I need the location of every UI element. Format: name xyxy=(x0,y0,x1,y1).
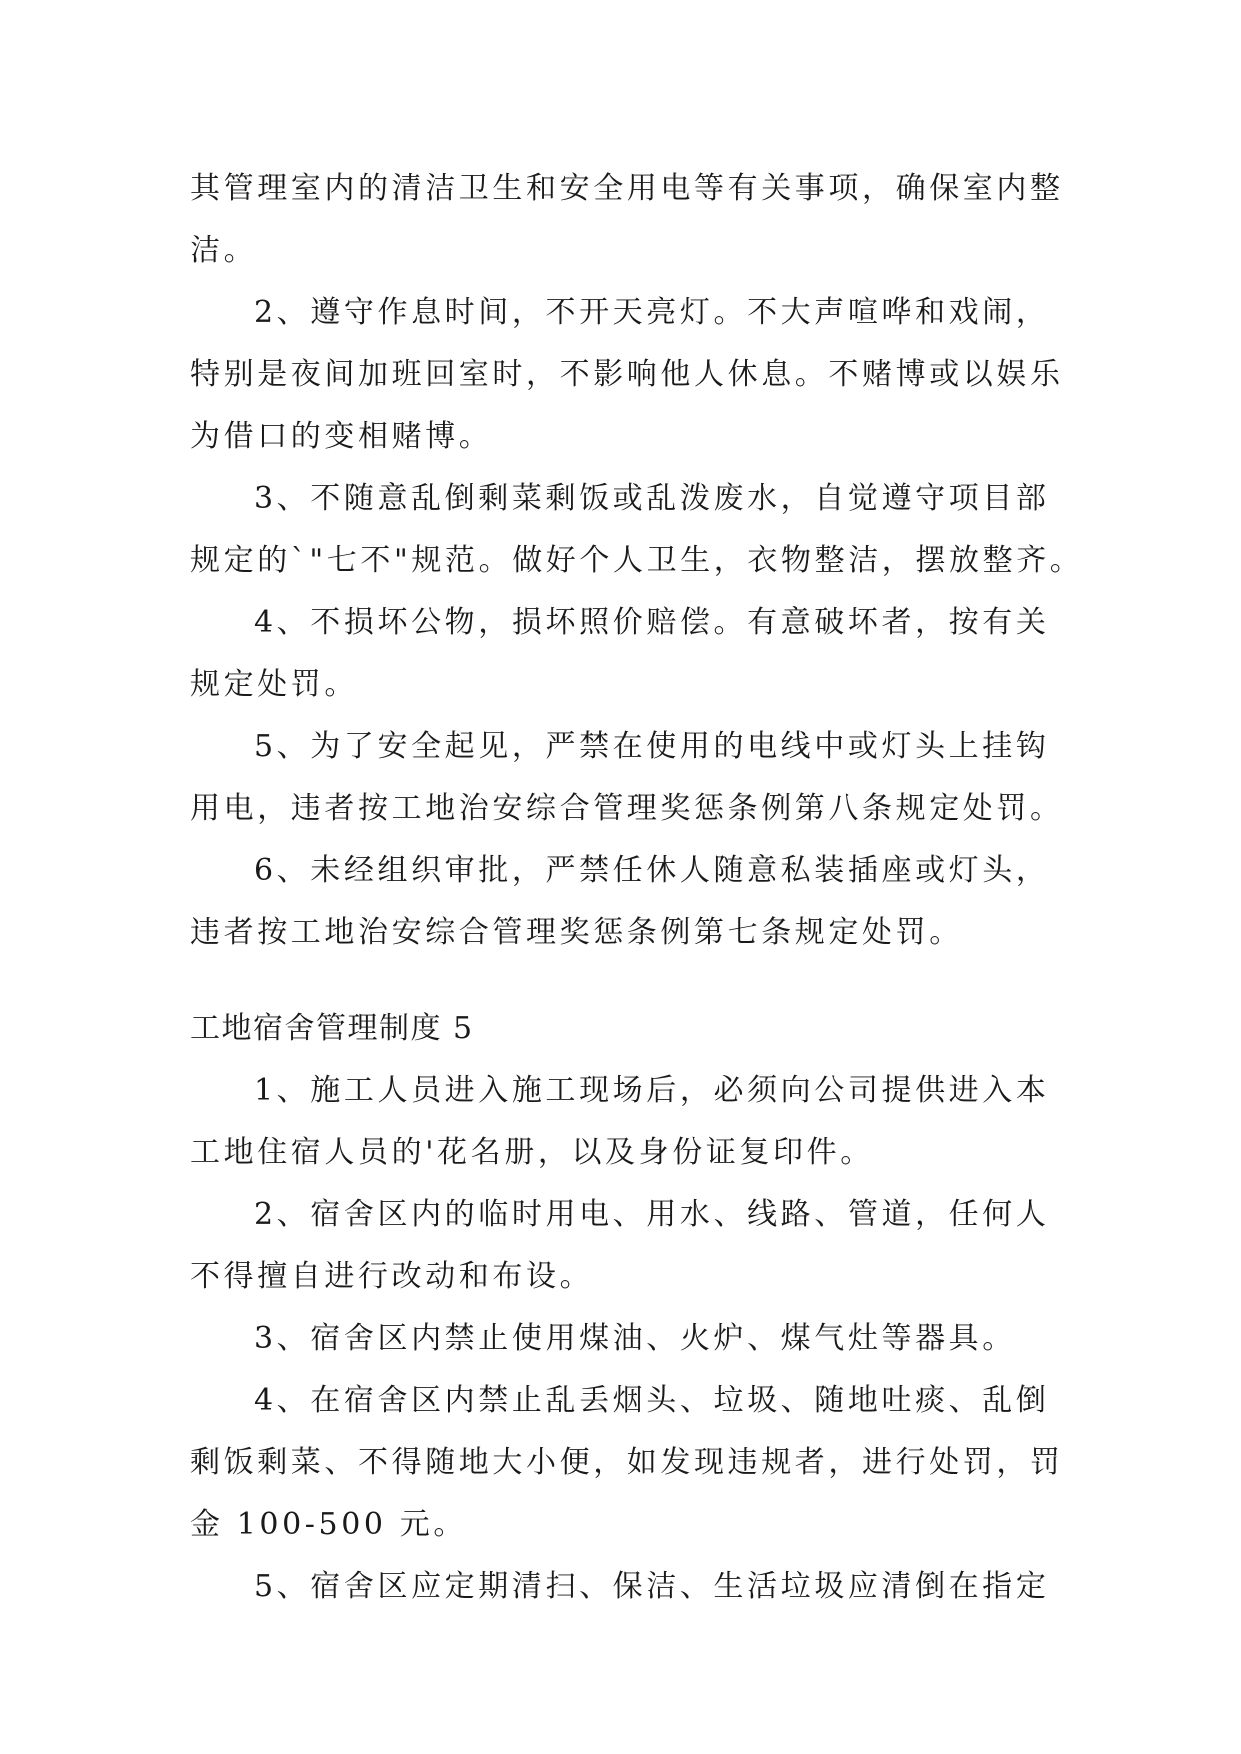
paragraph-s5-item3 xyxy=(190,1308,1058,1370)
text-line: 用电，违者按工地治安综合管理奖惩条例第八条规定处罚。 xyxy=(190,791,1064,826)
text-line: 4、在宿舍区内禁止乱丢烟头、垃圾、随地吐痰、乱倒 xyxy=(254,1383,1050,1418)
paragraph-s5-item2 xyxy=(190,1184,1058,1308)
document-page xyxy=(190,158,1084,1618)
section-heading: 工地宿舍管理制度 5 xyxy=(190,1011,474,1046)
text-line: 3、宿舍区内禁止使用煤油、火炉、煤气灶等器具。 xyxy=(254,1321,1016,1356)
text-line: 工地住宿人员的'花名册，以及身份证复印件。 xyxy=(190,1135,874,1170)
text-line: 特别是夜间加班回室时，不影响他人休息。不赌博或以娱乐 xyxy=(190,357,1064,392)
paragraph-item3 xyxy=(190,468,1084,592)
text-line: 规定的`"七不"规范。做好个人卫生，衣物整洁，摆放整齐。 xyxy=(190,543,1084,578)
text-line: 6、未经组织审批，严禁任休人随意私装插座或灯头， xyxy=(254,853,1050,888)
paragraph-s5-item1 xyxy=(190,1060,1058,1184)
text-line: 违者按工地治安综合管理奖惩条例第七条规定处罚。 xyxy=(190,915,963,950)
text-line: 不得擅自进行改动和布设。 xyxy=(190,1259,594,1294)
paragraph-item5 xyxy=(190,716,1064,840)
text-line: 5、为了安全起见，严禁在使用的电线中或灯头上挂钩 xyxy=(254,729,1050,764)
text-line: 剩饭剩菜、不得随地大小便，如发现违规者，进行处罚，罚 xyxy=(190,1445,1064,1480)
text-line: 洁。 xyxy=(190,233,258,268)
text-line: 2、遵守作息时间，不开天亮灯。不大声喧哗和戏闹， xyxy=(254,295,1050,330)
paragraph-item1-continued xyxy=(190,158,1064,282)
section-gap xyxy=(190,964,1058,998)
text-line: 4、不损坏公物，损坏照价赔偿。有意破坏者，按有关 xyxy=(254,605,1050,640)
text-line: 1、施工人员进入施工现场后，必须向公司提供进入本 xyxy=(254,1073,1050,1108)
text-line: 其管理室内的清洁卫生和安全用电等有关事项，确保室内整 xyxy=(190,171,1064,206)
paragraph-s5-item4 xyxy=(190,1370,1064,1556)
text-line: 为借口的变相赌博。 xyxy=(190,419,493,454)
text-line: 规定处罚。 xyxy=(190,667,358,702)
text-line: 2、宿舍区内的临时用电、用水、线路、管道，任何人 xyxy=(254,1197,1050,1232)
text-line: 金 100-500 元。 xyxy=(190,1507,467,1542)
paragraph-item2 xyxy=(190,282,1064,468)
text-line: 3、不随意乱倒剩菜剩饭或乱泼废水，自觉遵守项目部 xyxy=(254,481,1050,516)
paragraph-item6 xyxy=(190,840,1058,964)
paragraph-item4 xyxy=(190,592,1058,716)
paragraph-s5-item5 xyxy=(190,1556,1058,1618)
text-line: 5、宿舍区应定期清扫、保洁、生活垃圾应清倒在指定 xyxy=(254,1569,1050,1604)
